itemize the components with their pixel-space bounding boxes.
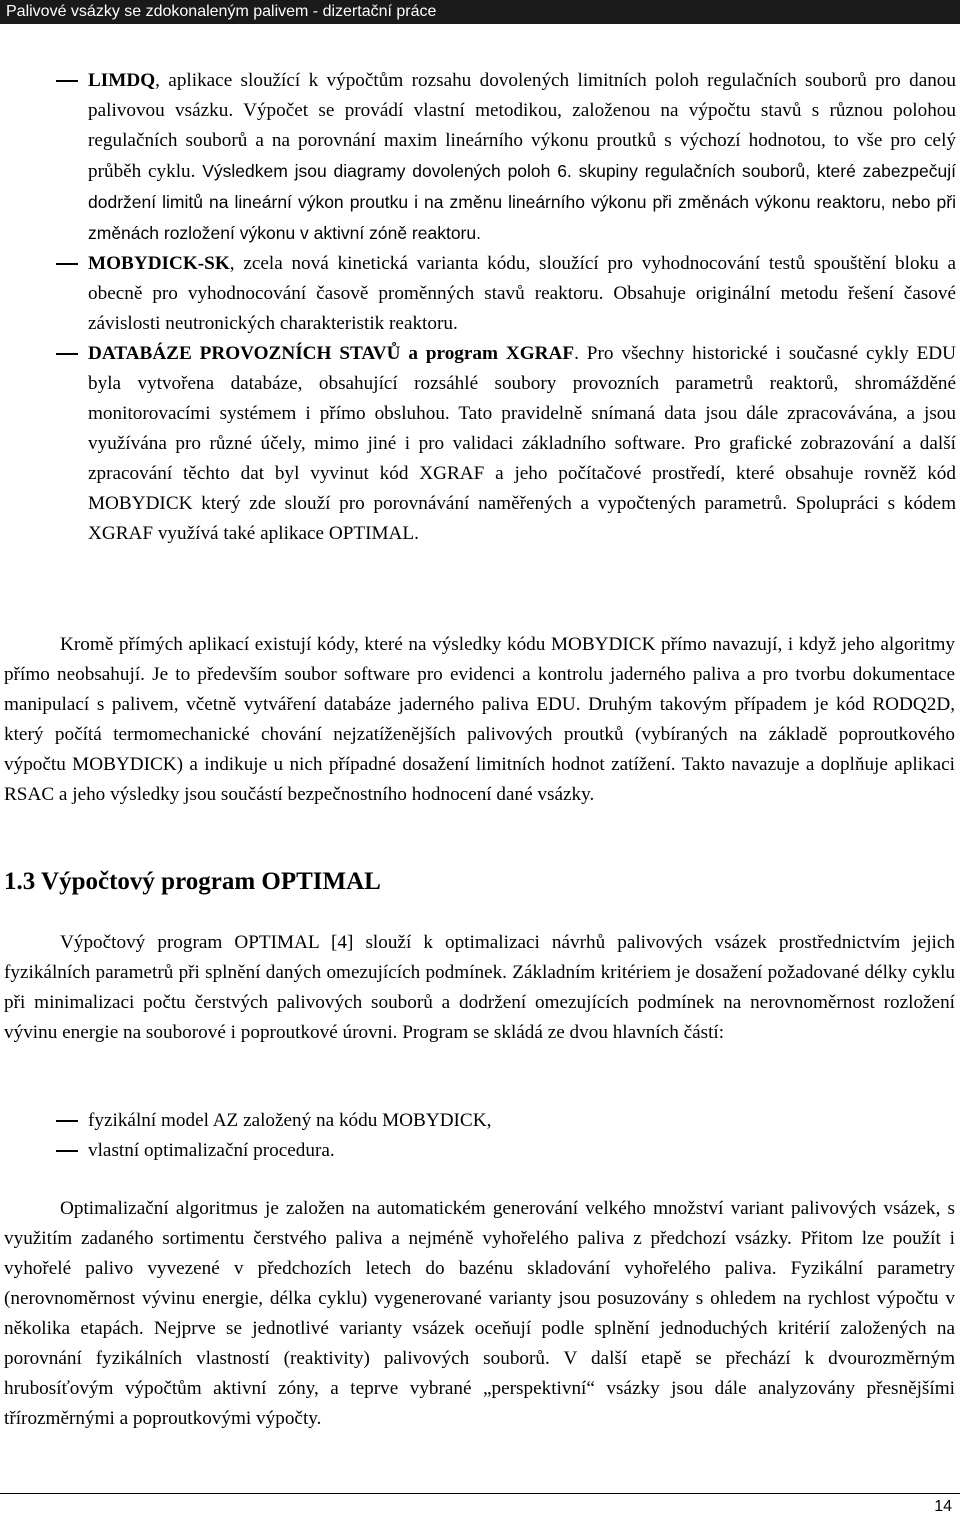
dash-bullet-icon — [56, 1120, 78, 1122]
application-list — [56, 66, 956, 549]
item-text: . Pro všechny historické i současné cykly EDU byla vytvořena databáze, obsahující rozsáhlé soubory provozních parametrů reaktorů, shromážděné monitorovacími systémem i přímo obsluhou. Tato pravidelně snímaná data jsou dále zpracovávána, a jsou využívána pro různé účely, mimo jiné i pro validaci základního software. Pro grafické zobrazování a další zpracování těchto dat byl vyvinut kód XGRAF a jeho počítačové prostředí, které obsahuje rovněž kód MOBYDICK který zde slouží pro porovnávání naměřených a vypočtených parametrů. Spolupráci s kódem XGRAF využívá také aplikace OPTIMAL. — [88, 343, 956, 544]
paragraph-related-codes: Kromě přímých aplikací existují kódy, které na výsledky kódu MOBYDICK přímo navazují, i když jeho algoritmy přímo neobsahují. Je to především soubor software pro evidenci a kontrolu jaderného paliva a pro tvorbu dokumentace manipulací s palivem, včetně vytváření databáze jaderného paliva EDU. Druhým takovým případem je kód RODQ2D, který počítá termomechanické chování nejzatíženějších palivových proutků (vybíraných na základě poproutkového výpočtu MOBYDICK) a indikuje u nich případné dosažení limitních hodnot zatížení. Takto navazuje a doplňuje aplikaci RSAC a jeho výsledky jsou součástí bezpečnostního hodnocení dané vsázky. — [4, 634, 955, 805]
list-item — [56, 1136, 956, 1166]
parts-list — [56, 1106, 956, 1166]
item-text-sans: Výsledkem jsou diagramy dovolených poloh 6. — [202, 161, 572, 181]
item-text: fyzikální model AZ založený na kódu MOBYDICK, — [88, 1110, 492, 1131]
dash-bullet-icon — [56, 1150, 78, 1152]
paragraph-optimal-intro: Výpočtový program OPTIMAL [4] slouží k optimalizaci návrhů palivových vsázek prostřednictvím jejich fyzikálních parametrů při splnění daných omezujících podmínek. Základním kritériem je dosažení požadované délky cyklu při minimalizaci počtu čerstvých palivových souborů a dodržení omezujících podmínek na nerovnoměrnost rozložení vývinu energie na souborové i poproutkové úrovni. Program se skládá ze dvou hlavních částí: — [4, 932, 955, 1043]
paragraph-optimization-algorithm: Optimalizační algoritmus je založen na automatickém generování velkého množství variant palivových vsázek, s využitím zadaného sortimentu čerstvého paliva a nejméně vyhořelého paliva z předchozí vsázky. Přitom lze použít i vyhořelé palivo vyvezené v předchozích letech do bazénu skladování vyhořelého paliva. Fyzikální parametry (nerovnoměrnost vývinu energie, délka cyklu) vygenerované varianty jsou posuzovány s ohledem na rychlost výpočtu v několika etapách. Nejprve se jednotlivé varianty vsázek oceňují podle splnění jednoduchých kritérií založených na porovnání fyzikálních vlastností (reaktivity) palivových souborů. V další etapě se přechází k dvourozměrným hrubosíťovým výpočtům aktivní zóny, a teprve vybrané „perspektivní“ vsázky jsou dále analyzovány přesnějšími třírozměrnými a poproutkovými výpočty. — [4, 1198, 955, 1429]
item-term: DATABÁZE PROVOZNÍCH STAVŮ a program XGRAF — [88, 343, 575, 364]
list-item — [56, 339, 956, 549]
list-item — [56, 249, 956, 339]
item-text: , aplikace sloužící k výpočtům rozsahu dovolených limitních poloh regulačních souborů pro danou palivovou vsázku. Výpočet se provádí vlastní metodikou, založenou na výpočtu stavů s různou polohou regulačních souborů a na porovnání maxim lineárního výkonu proutků s výchozí hodnotou, to vše pro celý průběh cyklu. — [88, 70, 956, 182]
running-header: Palivové vsázky se zdokonaleným palivem - dizertační práce — [0, 0, 960, 24]
section-heading: 1.3 Výpočtový program OPTIMAL — [4, 868, 381, 895]
item-term: LIMDQ — [88, 70, 156, 91]
list-item — [56, 1106, 956, 1136]
footer-divider — [0, 1493, 960, 1494]
dash-bullet-icon — [56, 263, 78, 265]
page-number: 14 — [934, 1498, 952, 1515]
item-term: MOBYDICK-SK — [88, 253, 230, 274]
list-item — [56, 66, 956, 249]
dash-bullet-icon — [56, 353, 78, 355]
item-text: , zcela nová kinetická varianta kódu, sloužící pro vyhodnocování testů spouštění bloku a obecně pro vyhodnocování časově proměnných stavů reaktoru. Obsahuje originální metodu řešení časové závislosti neutronických charakteristik reaktoru. — [88, 253, 956, 334]
item-text: vlastní optimalizační procedura. — [88, 1140, 335, 1161]
dash-bullet-icon — [56, 80, 78, 82]
item-text-rest: skupiny regulačních souborů, které zabezpečují dodržení limitů na lineární výkon proutku i na změnu lineárního výkonu při změnách výkonu reaktoru, nebo při změnách rozložení výkonu v aktivní zóně reaktoru. — [88, 161, 957, 243]
